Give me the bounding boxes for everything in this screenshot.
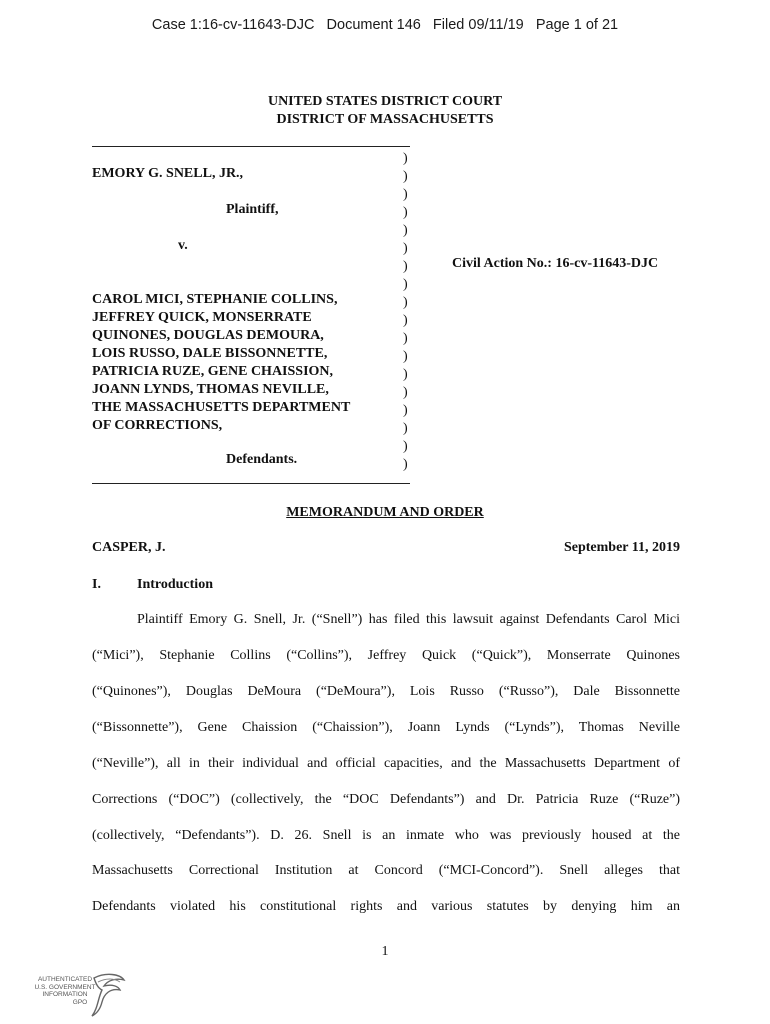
page-number: 1 [381, 944, 389, 959]
plaintiff-name: EMORY G. SNELL, JR., [92, 166, 244, 181]
filing-header: Case 1:16-cv-11643-DJC Document 146 Filed 09/11/19 Page 1 of 21 [151, 17, 619, 33]
paren: ) [403, 169, 408, 184]
defendants-role: Defendants. [226, 452, 298, 467]
paren: ) [403, 331, 408, 346]
paren: ) [403, 349, 408, 364]
defendant-line: OF CORRECTIONS, [92, 418, 223, 433]
gpo-seal-line: INFORMATION [42, 991, 88, 998]
judge-name: CASPER, J. [92, 540, 166, 555]
defendant-line: JOANN LYNDS, THOMAS NEVILLE, [92, 382, 329, 397]
court-name: UNITED STATES DISTRICT COURT [267, 94, 503, 109]
paren: ) [403, 259, 408, 274]
caption-bottom-rule [92, 483, 410, 484]
body-text-line: (“Neville”), all in their individual and official capacities, and the Massachusetts Department of [92, 756, 680, 771]
caption-top-rule [92, 146, 410, 147]
versus-label: v. [178, 238, 188, 253]
gpo-seal-line: U.S. GOVERNMENT [34, 983, 96, 991]
memo-title: MEMORANDUM AND ORDER [286, 505, 484, 520]
defendant-line: QUINONES, DOUGLAS DEMOURA, [92, 328, 324, 343]
eagle-icon [88, 972, 128, 1018]
paren: ) [403, 277, 408, 292]
body-text-line: (“Quinones”), Douglas DeMoura (“DeMoura”), Lois Russo (“Russo”), Dale Bissonnette [92, 684, 680, 699]
order-date: September 11, 2019 [563, 540, 680, 555]
defendant-line: PATRICIA RUZE, GENE CHAISSION, [92, 364, 334, 379]
plaintiff-role: Plaintiff, [226, 202, 279, 217]
court-heading [0, 93, 770, 129]
body-text-line: Corrections (“DOC”) (collectively, the “DOC Defendants”) and Dr. Patricia Ruze (“Ruze”) [92, 792, 680, 807]
paren: ) [403, 457, 408, 472]
paren: ) [403, 385, 408, 400]
paren: ) [403, 439, 408, 454]
defendants-list [92, 291, 350, 435]
gpo-seal-line: GPO [72, 998, 88, 1006]
body-text-line: (“Bissonnette”), Gene Chaission (“Chaission”), Joann Lynds (“Lynds”), Thomas Neville [92, 720, 680, 735]
defendant-line: CAROL MICI, STEPHANIE COLLINS, [92, 292, 338, 307]
court-district: DISTRICT OF MASSACHUSETTS [276, 112, 494, 127]
gpo-authentication-seal [30, 972, 130, 1020]
body-text-line: (“Mici”), Stephanie Collins (“Collins”), Jeffrey Quick (“Quick”), Monserrate Quinones [92, 648, 680, 663]
defendant-line: JEFFREY QUICK, MONSERRATE [92, 310, 312, 325]
paren: ) [403, 313, 408, 328]
defendant-line: LOIS RUSSO, DALE BISSONNETTE, [92, 346, 328, 361]
section-title: Introduction [137, 577, 213, 592]
body-text-line: Plaintiff Emory G. Snell, Jr. (“Snell”) has filed this lawsuit against Defendants Carol Mici [137, 612, 680, 627]
section-number: I. [92, 577, 101, 592]
body-text-line: (collectively, “Defendants”). D. 26. Snell is an inmate who was previously housed at the [92, 828, 680, 843]
paren: ) [403, 403, 408, 418]
paren: ) [403, 223, 408, 238]
paren: ) [403, 151, 408, 166]
paren: ) [403, 241, 408, 256]
paren: ) [403, 367, 408, 382]
gpo-seal-line: AUTHENTICATED [37, 976, 93, 983]
defendant-line: THE MASSACHUSETTS DEPARTMENT [92, 400, 351, 415]
paren: ) [403, 295, 408, 310]
paren: ) [403, 187, 408, 202]
paren: ) [403, 205, 408, 220]
civil-action-number: Civil Action No.: 16-cv-11643-DJC [452, 256, 659, 271]
caption-paren-column [403, 150, 417, 474]
body-text-line: Defendants violated his constitutional rights and various statutes by denying him an [92, 899, 680, 914]
paren: ) [403, 421, 408, 436]
body-text-line: Massachusetts Correctional Institution at Concord (“MCI-Concord”). Snell alleges that [92, 863, 680, 878]
